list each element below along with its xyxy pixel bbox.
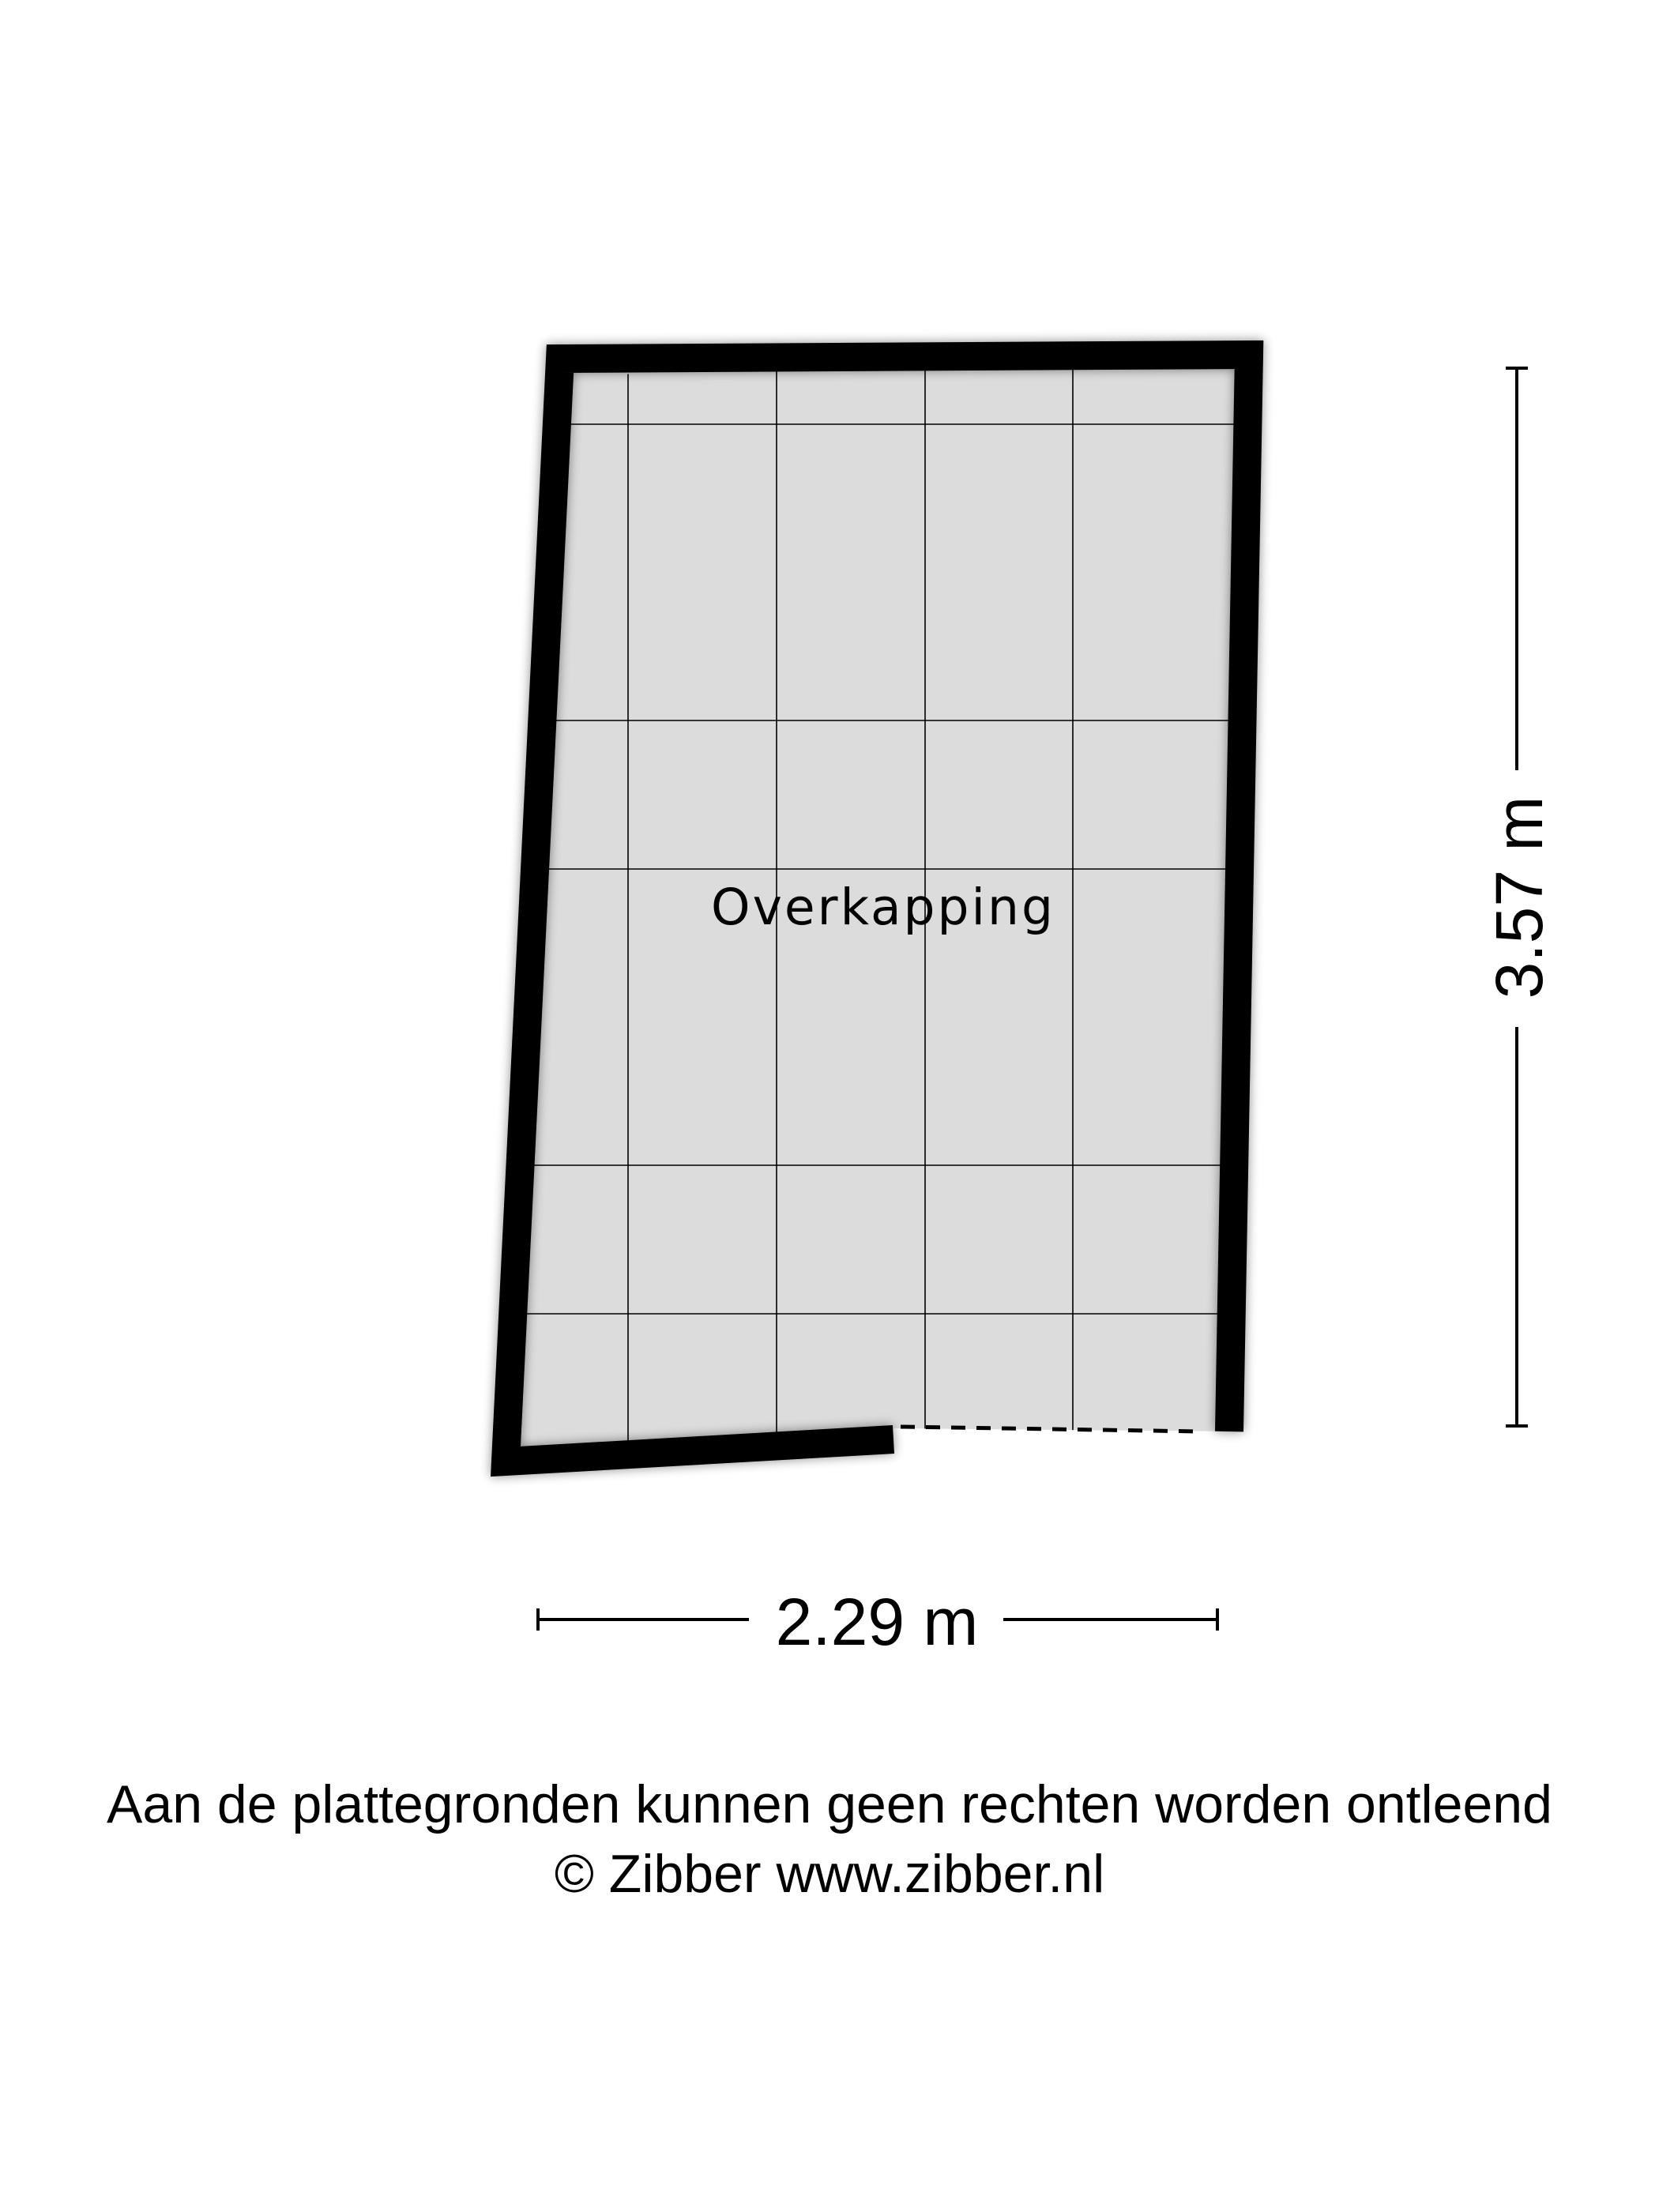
copyright-text: © Zibber www.zibber.nl [554, 1844, 1105, 1904]
height-dimension-label: 3.57 m [1482, 796, 1556, 999]
room-label: Overkapping [711, 878, 1055, 936]
disclaimer-text: Aan de plattegronden kunnen geen rechten worden ontleend [107, 1774, 1552, 1834]
width-dimension-label: 2.29 m [775, 1585, 979, 1659]
